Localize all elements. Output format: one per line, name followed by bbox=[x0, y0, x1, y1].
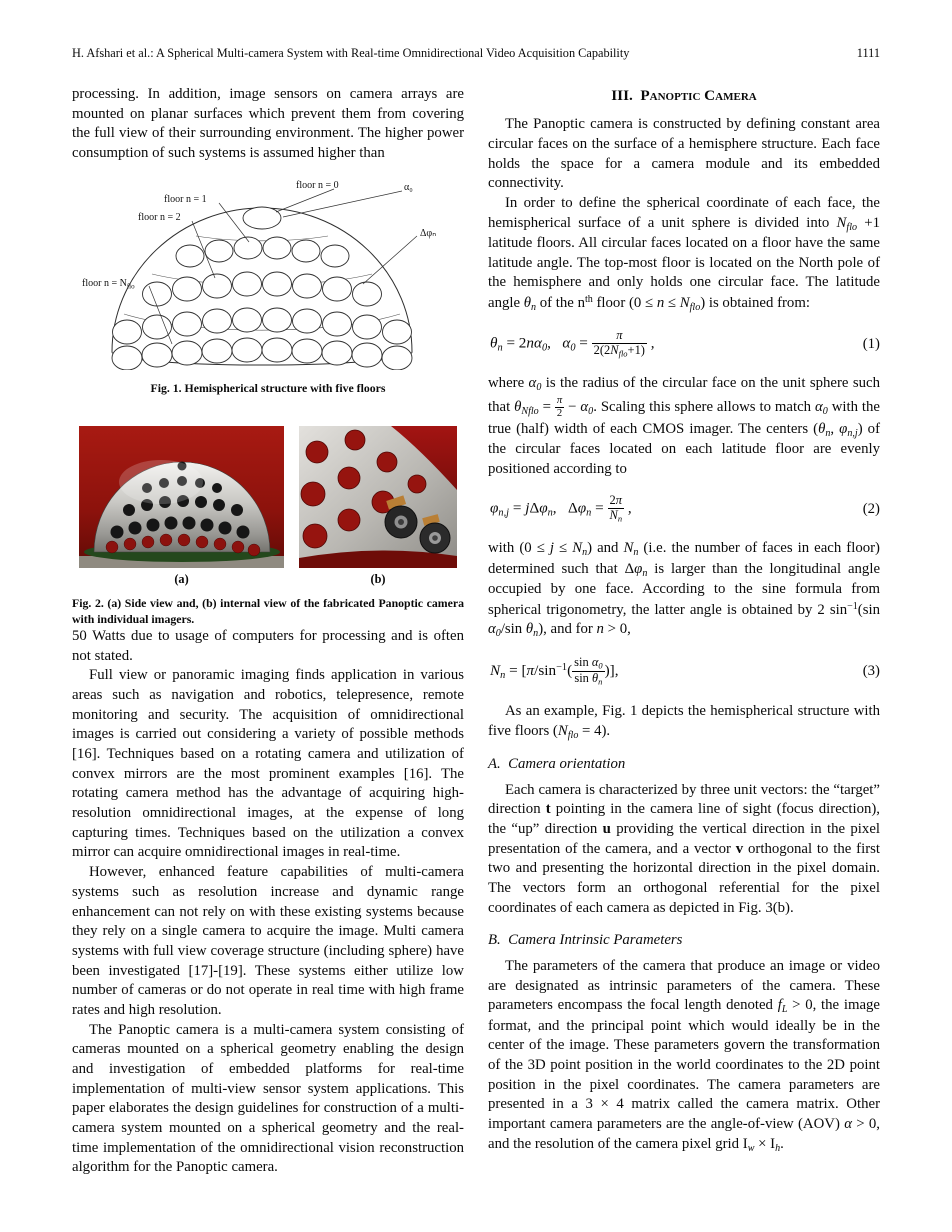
equation-body: $\theta_n = 2n\alpha_0$, $\alpha_0$ = $\frac{\pi}{2(2N_{flo}+1)}$ , bbox=[490, 328, 655, 359]
fig2b-block bbox=[299, 426, 457, 587]
paragraph: However, enhanced feature capabilities of multi-camera systems such as resolution increase and dynamic range enhancement can not rely on with these existing systems because they rely on a single camera to acquire the image. Multi camera systems with full view coverage structure (including sphere) have been investigated [17]-[19]. These systems either utilize low number of cameras or do not operate in real time with high frame rates and high resolution. bbox=[72, 864, 464, 1018]
running-header: H. Afshari et al.: A Spherical Multi-camera System with Real-time Omnidirectional Video Acquisition Capability bbox=[72, 46, 630, 60]
fig1-label-alpha0: α₀ bbox=[404, 181, 413, 193]
figure-1 bbox=[72, 174, 464, 396]
fig2a-photo bbox=[79, 426, 284, 568]
dome-highlight bbox=[119, 460, 203, 504]
equation-2 bbox=[490, 494, 880, 524]
fig1-hemisphere-diagram bbox=[72, 174, 464, 370]
equation-body: $N_n = [\pi/\sin^{-1}$( $\frac{\sin \alpha_0}{\sin \theta_n}$ )], bbox=[490, 654, 619, 687]
subsection-b-heading: B. Camera Intrinsic Parameters bbox=[488, 932, 683, 949]
page-header bbox=[72, 46, 880, 61]
fig2-photos bbox=[72, 426, 464, 587]
equation-number: (1) bbox=[862, 335, 880, 352]
figure-2 bbox=[72, 426, 464, 627]
camera-face-circles bbox=[112, 207, 412, 370]
fig2a-label: (a) bbox=[174, 572, 189, 587]
equation-number: (3) bbox=[862, 662, 880, 679]
fig1-labels bbox=[82, 180, 436, 291]
section-heading-panoptic-camera: III. Panoptic Camera bbox=[611, 87, 757, 104]
fig1-label-floor2: floor n = 2 bbox=[138, 211, 181, 223]
paragraph: The parameters of the camera that produce an image or video are designated as intrinsic parameters of the camera. These parameters encompass the focal length denoted $f_L > 0$, the image format, and the principal point which would ideally be in the center of the image. These parameters govern the transformation of the 3D point position in the world coordinates to the 2D point position in the pixel coordinates. The camera parameters are presented in a 3 × 4 matrix called the camera matrix. Other important camera parameters are the angle-of-view (AOV) α > 0, and the resolution of the camera pixel grid $I_w \times I_h$. bbox=[488, 958, 881, 1154]
fig2b-photo bbox=[299, 426, 457, 568]
equation-number: (2) bbox=[862, 500, 880, 517]
two-column-body bbox=[72, 85, 880, 1178]
left-column bbox=[72, 85, 464, 1178]
paragraph: 50 Watts due to usage of computers for processing and is often not stated. bbox=[72, 628, 464, 664]
paragraph: with $(0 \le j \le N_n)$ and $N_n$ (i.e. the number of faces in each floor) determined such that $\Delta\varphi_n$ is larger than the longitudinal angle occupied by one face. According to the sine formula from spherical trigonometry, the latter angle is obtained by 2 $\sin^{-1}(\sin$ $\alpha_0/\sin$ $\theta_n$), and for n > 0, bbox=[488, 540, 881, 640]
subsection-a-heading: A. Camera orientation bbox=[488, 755, 626, 772]
page-number: 1111 bbox=[856, 46, 880, 60]
fig1-caption: Fig. 1. Hemispherical structure with five floors bbox=[150, 381, 386, 396]
paragraph: As an example, Fig. 1 depicts the hemispherical structure with five floors $(N_{flo} = 4)$. bbox=[488, 702, 880, 741]
fig1-label-delta-phi: Δφₙ bbox=[420, 227, 437, 239]
fig1-label-floorN: floor $n = N_{flo}$ bbox=[82, 277, 135, 291]
paragraph: Full view or panoramic imaging finds application in various areas such as navigation and robotics, telepresence, remote monitoring and security. The acquisition of omnidirectional images is carried out considering a variety of possible methods [16]. Techniques based on a rotating camera and utilization of convex mirrors are the most prominent examples [16]. The rotating camera method has the advantage of acquiring high-resolution omnidirectional images, at the expense of long capturing times. Techniques based on the utilization a convex mirror can acquire omnidirectional images in real-time. bbox=[72, 667, 464, 861]
fig2-caption: Fig. 2. (a) Side view and, (b) internal view of the fabricated Panoptic camera with individual imagers. bbox=[72, 596, 464, 626]
right-column bbox=[488, 85, 880, 1178]
paragraph: Each camera is characterized by three unit vectors: the “target” direction t pointing in the camera line of sight (focus direction), the “up” direction u providing the vertical direction in the pixel presentation of the camera, and a vector v orthogonal to the first two and presenting the horizontal direction in the pixel domain. The vectors form an orthogonal referential for the pixel coordinates of each camera as depicted in Fig. 3(b). bbox=[488, 781, 880, 916]
paragraph: The Panoptic camera is a multi-camera system consisting of cameras mounted on a spherical geometry enabling the design and investigation of embedded platforms for real-time implementation of multi-view sensor system applications. This paper elaborates the design guidelines for construction of a multi-camera system mounted on a spherical geometry and the real-time implementation of the omnidirectional vision reconstruction algorithm for the Panoptic camera. bbox=[72, 1021, 464, 1176]
paragraph: where $\alpha_0$ is the radius of the circular face on the unit sphere such that $\theta_{Nflo}$ = $\frac{\pi}{2}$ − $\alpha_0$. Scaling this sphere allows to match $\alpha_0$ with the true (half) width of each CMOS imager. The centers ($\theta_n$, $\varphi_{n,j}$) of the circular faces located on each latitude floor are evenly positioned according to bbox=[488, 375, 881, 477]
fig1-label-floor1: floor n = 1 bbox=[164, 193, 207, 205]
paragraph: In order to define the spherical coordinate of each face, the hemispherical surface of a unit sphere is divided into $N_{flo} +1$ latitude floors. All circular faces located on a floor have the same latitude angle. The top-most floor is located on the North pole of the hemisphere and only holds one circular face. The latitude angle $\theta_n$ of the $n^{th}$ floor $(0 \le n \le N_{flo})$ is obtained from: bbox=[488, 194, 880, 314]
equation-1 bbox=[490, 329, 880, 359]
equation-body: $\varphi_{n,j} = j\Delta\varphi_n$, $\Delta\varphi_n$ = $\frac{2\pi}{N_n}$ , bbox=[490, 493, 632, 524]
fig2b-label: (b) bbox=[370, 572, 386, 587]
fig1-label-floor0: floor n = 0 bbox=[296, 179, 339, 191]
equation-3 bbox=[490, 656, 880, 687]
paragraph: processing. In addition, image sensors on camera arrays are mounted on planar surfaces which prevent them from covering the full view of their surrounding environment. The higher power consumption of such systems is assumed higher than bbox=[72, 86, 464, 162]
fig2a-block bbox=[79, 426, 284, 587]
paragraph: The Panoptic camera is constructed by defining constant area circular faces on the surface of a hemisphere structure. Each face holds the space for a camera module and its embedded connectivity. bbox=[488, 116, 880, 192]
